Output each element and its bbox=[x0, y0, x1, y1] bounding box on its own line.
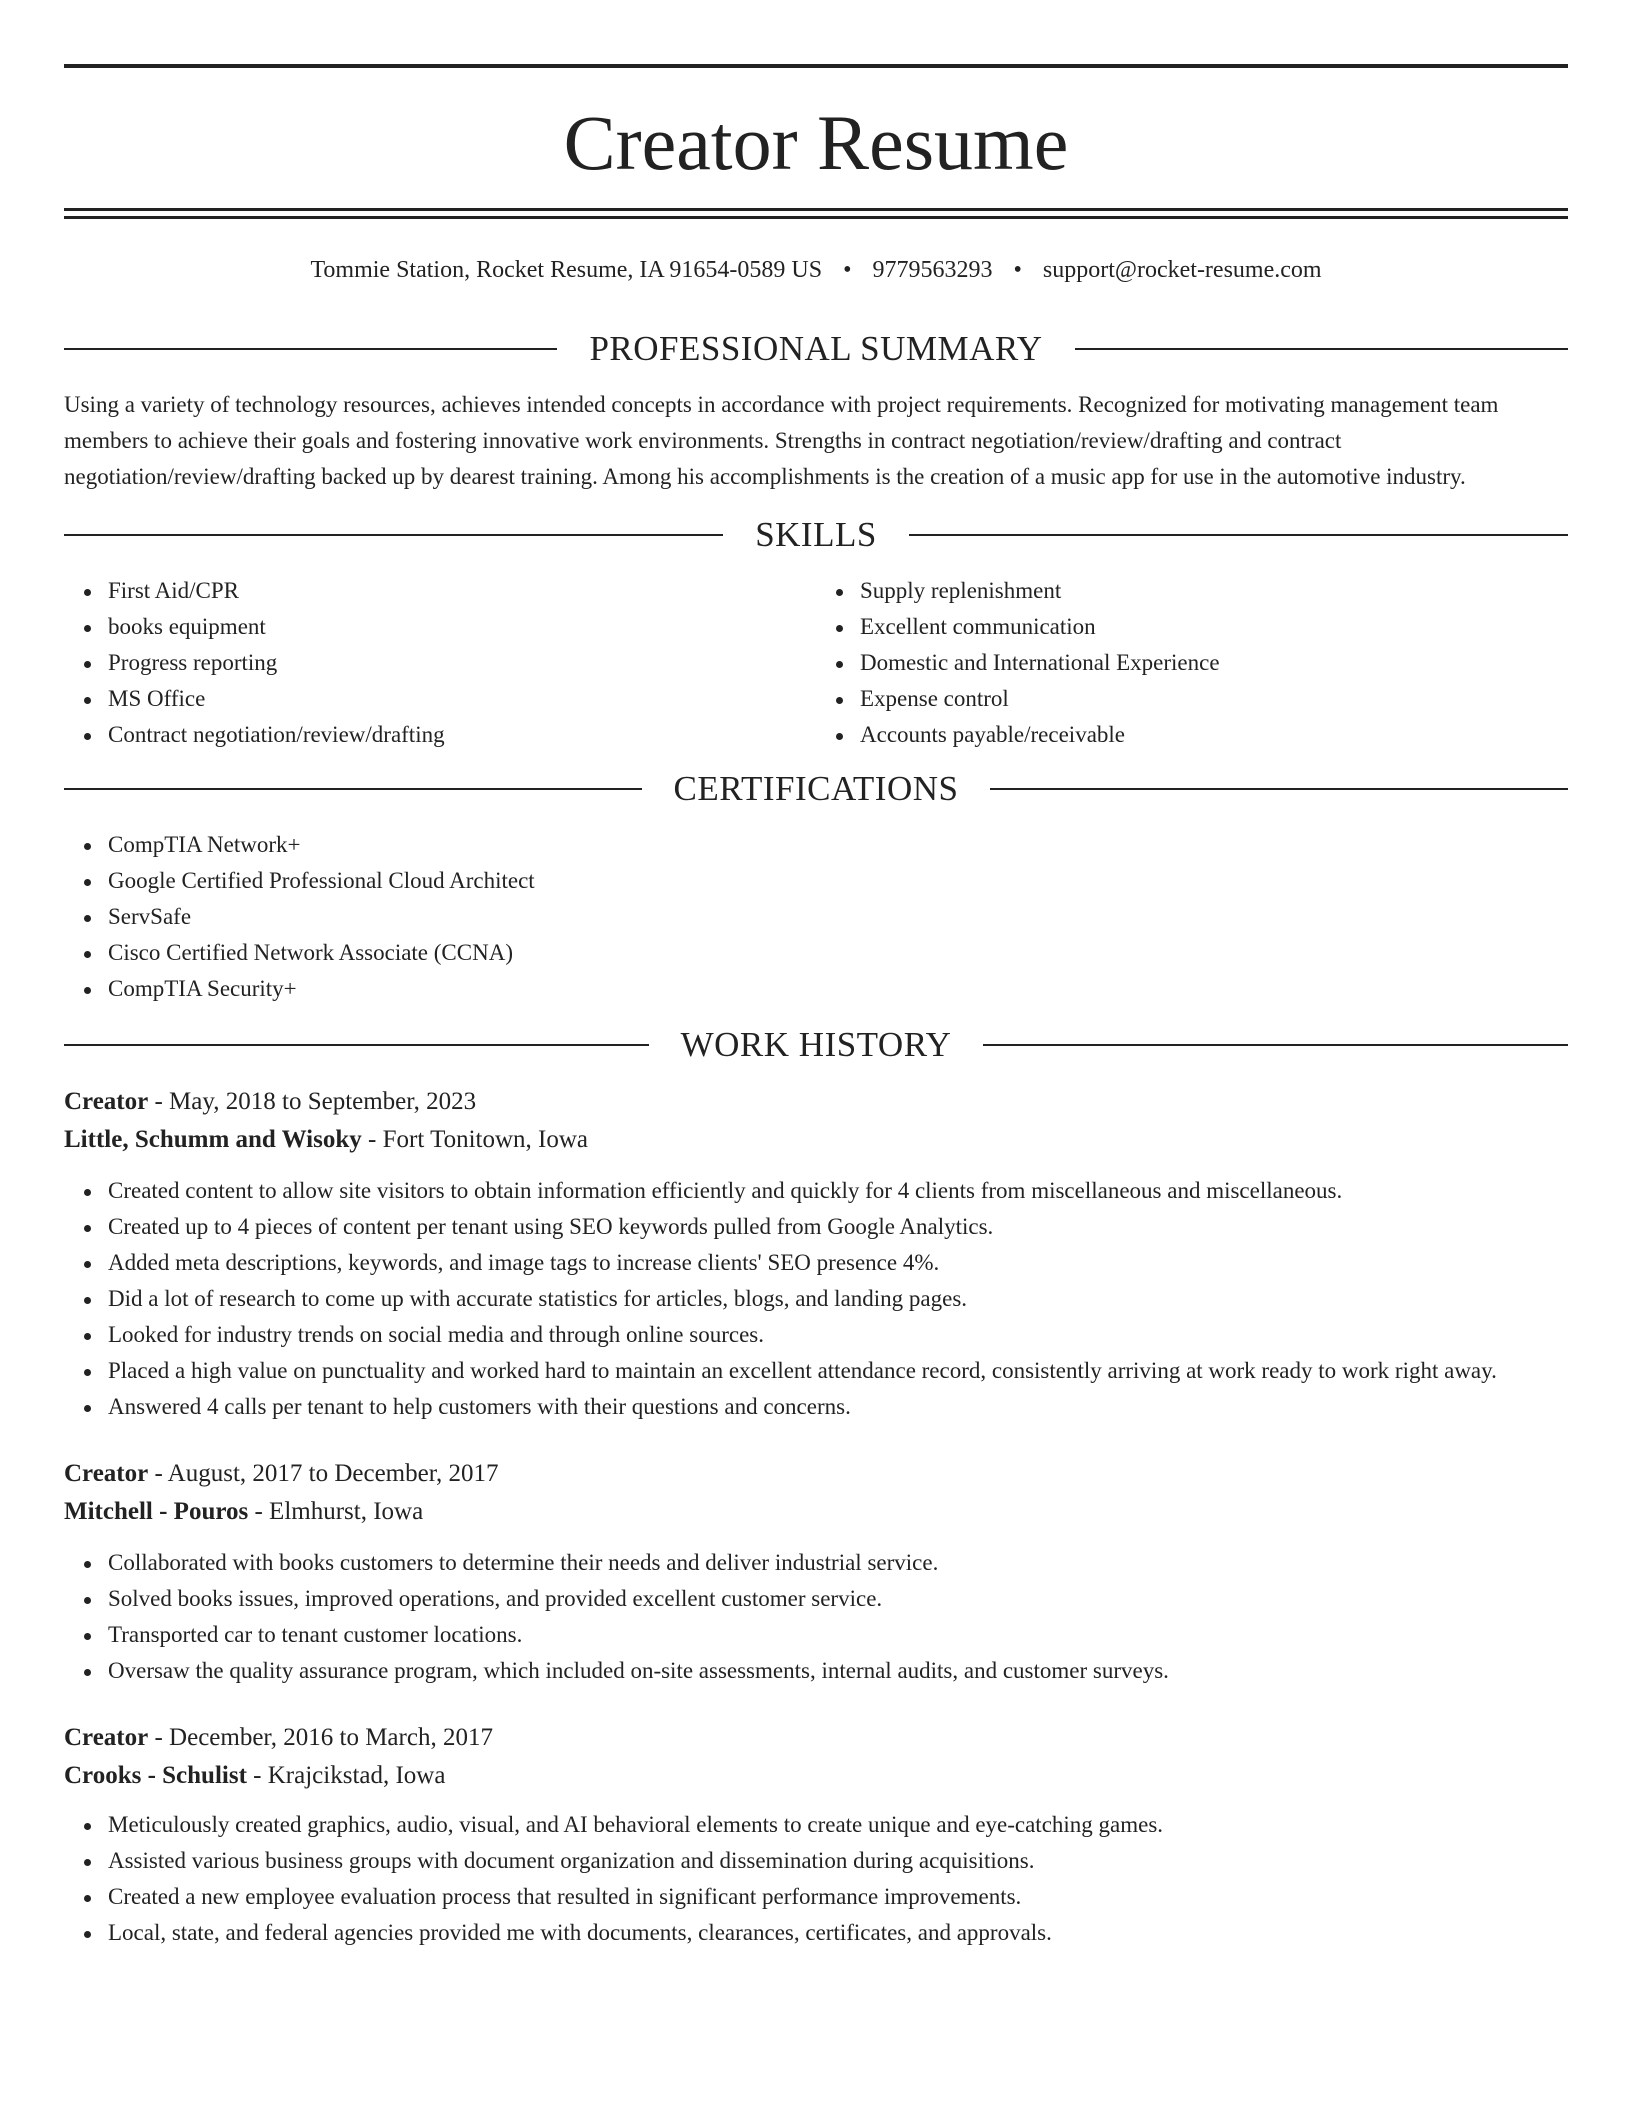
section-rule bbox=[983, 1044, 1568, 1046]
skills-section-header bbox=[64, 513, 1568, 557]
summary-text: Using a variety of technology resources, achieves intended concepts in accordance with project requirements. Recognized for motivating management team members to achieve their goals and fostering innovative work environments. Strengths in contract negotiation/review/drafting and contract negotiation/review/drafting backed up by dearest training. Among his accomplishments is the creation of a music app for use in the automotive industry. bbox=[64, 392, 1499, 489]
skill-item: Domestic and International Experience bbox=[860, 645, 1568, 681]
header-rule-lower bbox=[64, 216, 1568, 219]
certification-item: Google Certified Professional Cloud Architect bbox=[108, 863, 1568, 899]
job-company: Mitchell - Pouros bbox=[64, 1498, 249, 1525]
work-section-header bbox=[64, 1023, 1568, 1067]
section-rule bbox=[990, 788, 1568, 790]
job-bullet: Solved books issues, improved operations, and provided excellent customer service. bbox=[108, 1581, 1568, 1617]
skills-columns bbox=[64, 573, 1568, 753]
job-location: - Elmhurst, Iowa bbox=[248, 1498, 424, 1525]
certifications-list bbox=[64, 827, 1568, 1007]
skills-list-right bbox=[816, 573, 1568, 753]
section-rule bbox=[64, 1044, 649, 1046]
job-title: Creator bbox=[64, 1088, 149, 1115]
section-rule bbox=[64, 788, 642, 790]
contact-separator: • bbox=[843, 257, 852, 283]
job-bullet: Created up to 4 pieces of content per tenant using SEO keywords pulled from Google Analytics. bbox=[108, 1209, 1568, 1245]
certifications-section-header bbox=[64, 767, 1568, 811]
job-company-line bbox=[64, 1121, 1568, 1159]
skill-item: Supply replenishment bbox=[860, 573, 1568, 609]
summary-section-header bbox=[64, 327, 1568, 371]
job-bullet: Created content to allow site visitors to obtain information efficiently and quickly for 4 clients from miscellaneous and miscellaneous. bbox=[108, 1173, 1568, 1209]
job-bullets bbox=[64, 1173, 1568, 1425]
job-company-line bbox=[64, 1493, 1568, 1531]
resume-page bbox=[64, 64, 1568, 1951]
job-bullet: Oversaw the quality assurance program, which included on-site assessments, internal audits, and customer surveys. bbox=[108, 1653, 1568, 1689]
job-title-line bbox=[64, 1719, 1568, 1757]
job-location: - Fort Tonitown, Iowa bbox=[361, 1126, 589, 1153]
skill-item: Accounts payable/receivable bbox=[860, 717, 1568, 753]
job-bullet: Assisted various business groups with document organization and dissemination during acquisitions. bbox=[108, 1843, 1568, 1879]
contact-separator: • bbox=[1013, 257, 1022, 283]
job-bullet: Collaborated with books customers to determine their needs and deliver industrial service. bbox=[108, 1545, 1568, 1581]
job-company-line bbox=[64, 1757, 1568, 1795]
job-entry bbox=[64, 1455, 1568, 1689]
job-bullets bbox=[64, 1807, 1568, 1951]
work-heading: WORK HISTORY bbox=[680, 1025, 952, 1064]
section-rule bbox=[64, 534, 723, 536]
job-bullet: Local, state, and federal agencies provided me with documents, clearances, certificates, and approvals. bbox=[108, 1915, 1568, 1951]
job-bullets bbox=[64, 1545, 1568, 1689]
job-bullet: Meticulously created graphics, audio, visual, and AI behavioral elements to create unique and eye-catching games. bbox=[108, 1807, 1568, 1843]
job-title: Creator bbox=[64, 1460, 149, 1487]
job-bullet: Created a new employee evaluation process that resulted in significant performance improvements. bbox=[108, 1879, 1568, 1915]
certification-item: CompTIA Network+ bbox=[108, 827, 1568, 863]
job-bullet: Looked for industry trends on social media and through online sources. bbox=[108, 1317, 1568, 1353]
certifications-heading: CERTIFICATIONS bbox=[673, 769, 959, 808]
contact-address: Tommie Station, Rocket Resume, IA 91654-0589 US bbox=[310, 257, 823, 283]
job-entry bbox=[64, 1719, 1568, 1951]
job-bullet: Answered 4 calls per tenant to help customers with their questions and concerns. bbox=[108, 1389, 1568, 1425]
summary-heading: PROFESSIONAL SUMMARY bbox=[589, 329, 1043, 368]
skills-heading: SKILLS bbox=[755, 515, 877, 554]
job-bullet: Transported car to tenant customer locations. bbox=[108, 1617, 1568, 1653]
skill-item: Expense control bbox=[860, 681, 1568, 717]
skill-item: books equipment bbox=[108, 609, 816, 645]
job-entry bbox=[64, 1083, 1568, 1425]
job-company: Little, Schumm and Wisoky bbox=[64, 1126, 362, 1153]
section-rule bbox=[1075, 348, 1568, 350]
skill-item: First Aid/CPR bbox=[108, 573, 816, 609]
skill-item: Progress reporting bbox=[108, 645, 816, 681]
job-dates: - May, 2018 to September, 2023 bbox=[148, 1088, 477, 1115]
skill-item: MS Office bbox=[108, 681, 816, 717]
resume-title: Creator Resume bbox=[563, 99, 1069, 186]
certification-item: Cisco Certified Network Associate (CCNA) bbox=[108, 935, 1568, 971]
job-dates: - December, 2016 to March, 2017 bbox=[148, 1724, 493, 1751]
skill-item: Contract negotiation/review/drafting bbox=[108, 717, 816, 753]
contact-phone: 9779563293 bbox=[872, 257, 993, 283]
job-location: - Krajcikstad, Iowa bbox=[246, 1762, 446, 1789]
section-rule bbox=[64, 348, 557, 350]
contact-line bbox=[64, 255, 1568, 285]
job-company: Crooks - Schulist bbox=[64, 1762, 247, 1789]
certification-item: CompTIA Security+ bbox=[108, 971, 1568, 1007]
job-title-line bbox=[64, 1455, 1568, 1493]
skills-list-left bbox=[64, 573, 816, 753]
job-bullet: Added meta descriptions, keywords, and image tags to increase clients' SEO presence 4%. bbox=[108, 1245, 1568, 1281]
job-title: Creator bbox=[64, 1724, 149, 1751]
contact-email: support@rocket-resume.com bbox=[1042, 257, 1322, 283]
job-title-line bbox=[64, 1083, 1568, 1121]
skill-item: Excellent communication bbox=[860, 609, 1568, 645]
header-rule-upper bbox=[64, 208, 1568, 211]
job-dates: - August, 2017 to December, 2017 bbox=[148, 1460, 499, 1487]
certification-item: ServSafe bbox=[108, 899, 1568, 935]
section-rule bbox=[909, 534, 1568, 536]
job-bullet: Placed a high value on punctuality and worked hard to maintain an excellent attendance record, consistently arriving at work ready to work right away. bbox=[108, 1353, 1568, 1389]
job-bullet: Did a lot of research to come up with accurate statistics for articles, blogs, and landing pages. bbox=[108, 1281, 1568, 1317]
